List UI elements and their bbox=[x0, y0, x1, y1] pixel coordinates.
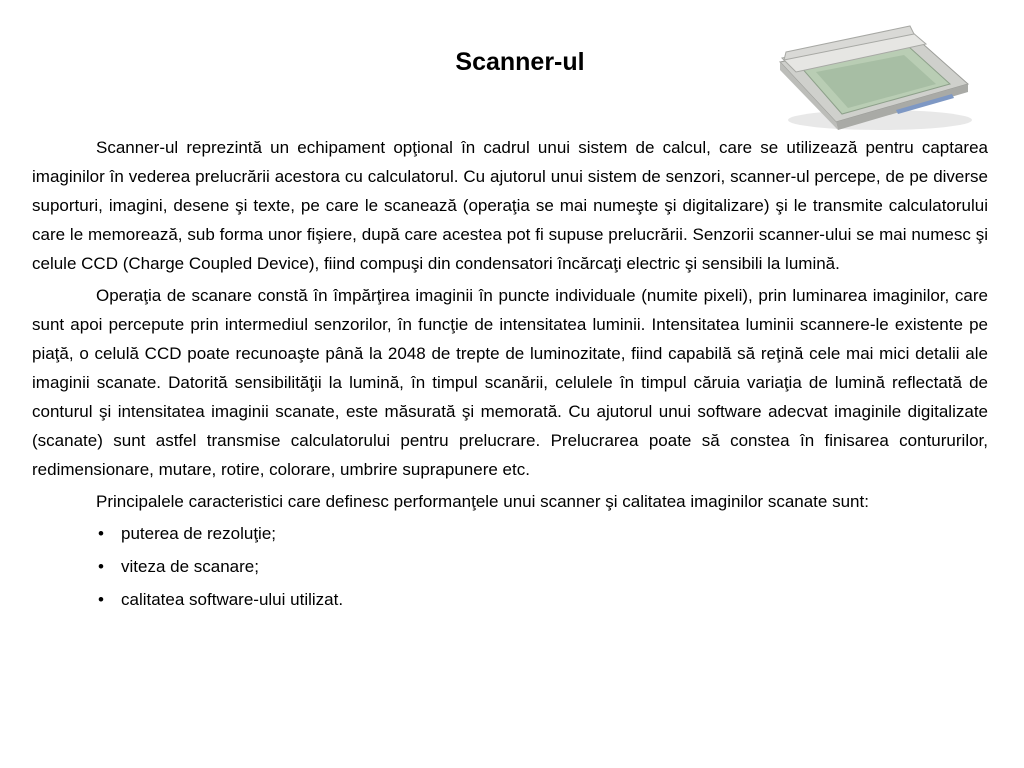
paragraph-2: Operaţia de scanare constă în împărţirea imaginii în puncte individuale (numite pixeli), prin luminarea imaginilor, care sunt apoi percepute prin intermediul senzorilor, în funcţie de intensitatea luminii. Intensitatea luminii scannere-le existente pe piaţă, o celulă CCD poate recunoaşte până la 2048 de trepte de luminozitate, fiind capabilă să reţină cele mai mici detalii ale imaginii scanate. Datorită sensibilităţii la lumină, în timpul scanării, celulele în timpul căruia variaţia de lumină reflectată de conturul şi intensitatea imaginii scanate, este măsurată şi memorată. Cu ajutorul unui software adecvat imaginile digitalizate (scanate) sunt astfel transmise calculatorului pentru prelucrare. Prelucrarea poate să constea în finisarea contururilor, redimensionare, mutare, rotire, colorare, umbrire suprapunere etc. bbox=[32, 286, 988, 479]
list-item-text: calitatea software-ului utilizat. bbox=[121, 590, 344, 609]
list-item bbox=[32, 585, 988, 614]
body-text bbox=[32, 133, 988, 618]
list-item bbox=[32, 552, 988, 581]
list-item-text: viteza de scanare; bbox=[121, 557, 259, 576]
bullet-marker: • bbox=[98, 557, 104, 576]
flatbed-scanner-icon bbox=[776, 22, 972, 132]
paragraph-1: Scanner-ul reprezintă un echipament opţional în cadrul unui sistem de calcul, care se utilizează pentru captarea imaginilor în vederea prelucrării acestora cu calculatorul. Cu ajutorul unui sistem de senzori, scanner-ul percepe, de pe diverse suporturi, imagini, desene şi texte, pe care le scanează (operaţia se mai numeşte şi digitalizare) şi le transmite calculatorului care le memorează, sub forma unor fişiere, după care acestea pot fi supuse prelucrării. Senzorii scanner-ului se mai numesc şi celule CCD (Charge Coupled Device), fiind compuşi din condensatori încărcaţi electric şi sensibili la lumină. bbox=[32, 138, 988, 273]
bullet-marker: • bbox=[98, 524, 104, 543]
characteristics-list bbox=[32, 519, 988, 614]
page-title: Scanner-ul bbox=[455, 48, 585, 76]
bullet-marker: • bbox=[98, 590, 104, 609]
list-item bbox=[32, 519, 988, 548]
list-item-text: puterea de rezoluţie; bbox=[121, 524, 276, 543]
paragraph-3: Principalele caracteristici care definesc performanţele unui scanner şi calitatea imaginilor scanate sunt: bbox=[96, 492, 869, 511]
